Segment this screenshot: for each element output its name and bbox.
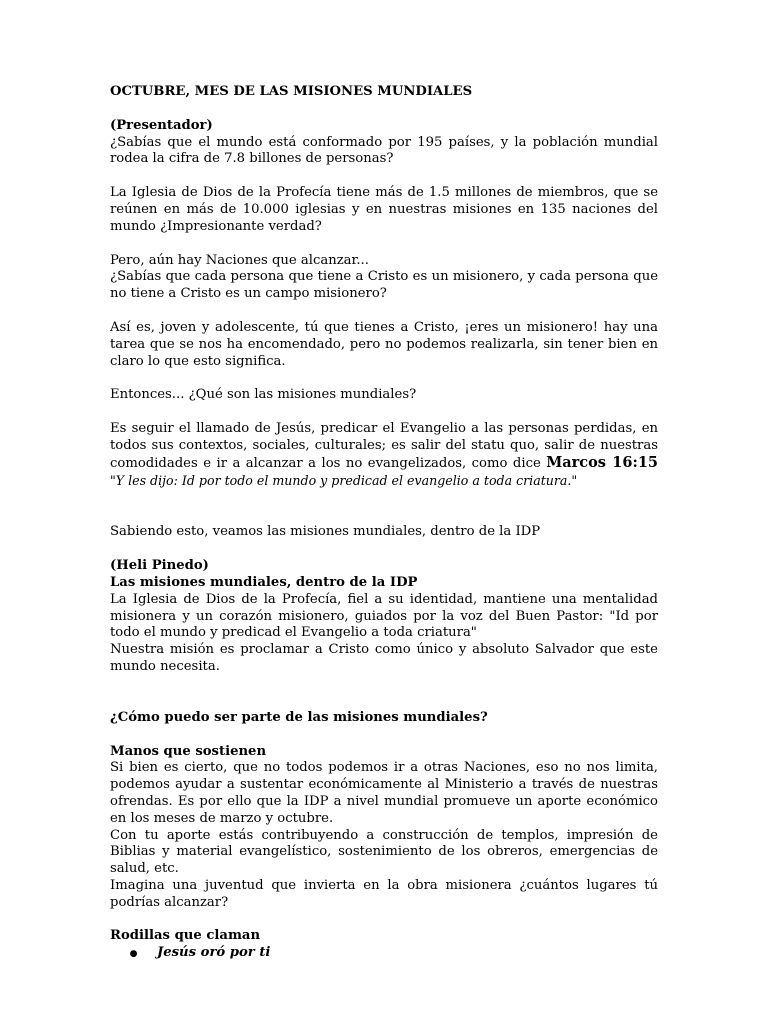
bible-quote: "Y les dijo: Id por todo el mundo y predicad el evangelio a toda criatura.": [110, 472, 578, 488]
list-item-text: Jesús oró por ti: [157, 945, 271, 961]
speaker-label-heli: (Heli Pinedo): [110, 558, 209, 574]
bible-reference: Marcos 16:15: [546, 453, 658, 471]
section-heading: Manos que sostienen: [110, 743, 267, 759]
bullet-icon: ●: [129, 949, 138, 960]
paragraph: Con tu aporte estás contribuyendo a construcción de templos, impresión de Biblias y material evangelístico, sostenimiento de los obreros, emergencias de salud, etc.: [110, 827, 658, 877]
paragraph: ¿Sabías que cada persona que tiene a Cristo es un misionero, y cada persona que no tiene a Cristo es un campo misionero?: [110, 269, 658, 302]
speaker-label-presentador: (Presentador): [110, 117, 213, 133]
paragraph: Imagina una juventud que invierta en la obra misionera ¿cuántos lugares tú podrías alcanzar?: [110, 877, 658, 910]
list-item: [110, 945, 658, 963]
paragraph-text: Es seguir el llamado de Jesús, predicar el Evangelio a las personas perdidas, en todos sus contextos, sociales, culturales; es salir del statu quo, salir de nuestras comodidades e ir a alcanzar a los no evangelizados, como dice: [110, 421, 658, 471]
document-body: [110, 84, 658, 963]
paragraph: La Iglesia de Dios de la Profecía tiene más de 1.5 millones de miembros, que se reúnen en más de 10.000 iglesias y en nuestras misiones en 135 naciones del mundo ¿Impresionante verdad?: [110, 185, 658, 234]
paragraph: ¿Sabías que el mundo está conformado por 195 países, y la población mundial rodea la cifra de 7.8 billones de personas?: [110, 134, 658, 167]
document-title: OCTUBRE, MES DE LAS MISIONES MUNDIALES: [110, 84, 473, 99]
section-heading: Rodillas que claman: [110, 928, 261, 944]
section-heading: Las misiones mundiales, dentro de la IDP: [110, 574, 418, 590]
paragraph: Nuestra misión es proclamar a Cristo como único y absoluto Salvador que este mundo necesita.: [110, 642, 658, 674]
paragraph-missions-definition: [110, 421, 658, 490]
paragraph: Pero, aún hay Naciones que alcanzar...: [110, 252, 369, 268]
paragraph: Si bien es cierto, que no todos podemos ir a otras Naciones, eso no nos limita, podemos ayudar a sustentar económicamente al Ministerio a través de nuestras ofrendas. Es por ello que la IDP a nivel mundial promueve un aporte económico en los meses de marzo y octubre.: [110, 760, 658, 826]
section-question: ¿Cómo puedo ser parte de las misiones mundiales?: [110, 709, 488, 725]
paragraph: Entonces... ¿Qué son las misiones mundiales?: [110, 387, 417, 403]
bullet-list: [110, 945, 658, 963]
paragraph: La Iglesia de Dios de la Profecía, fiel a su identidad, mantiene una mentalidad misionera y un corazón misionero, guiados por la voz del Buen Pastor: "Id por todo el mundo y predicad el Evangelio a toda criatura": [110, 591, 658, 641]
paragraph: Sabiendo esto, veamos las misiones mundiales, dentro de la IDP: [110, 524, 541, 540]
paragraph: Así es, joven y adolescente, tú que tienes a Cristo, ¡eres un misionero! hay una tarea que se nos ha encomendado, pero no podemos realizarla, sin tener bien en claro lo que esto significa.: [110, 319, 658, 369]
